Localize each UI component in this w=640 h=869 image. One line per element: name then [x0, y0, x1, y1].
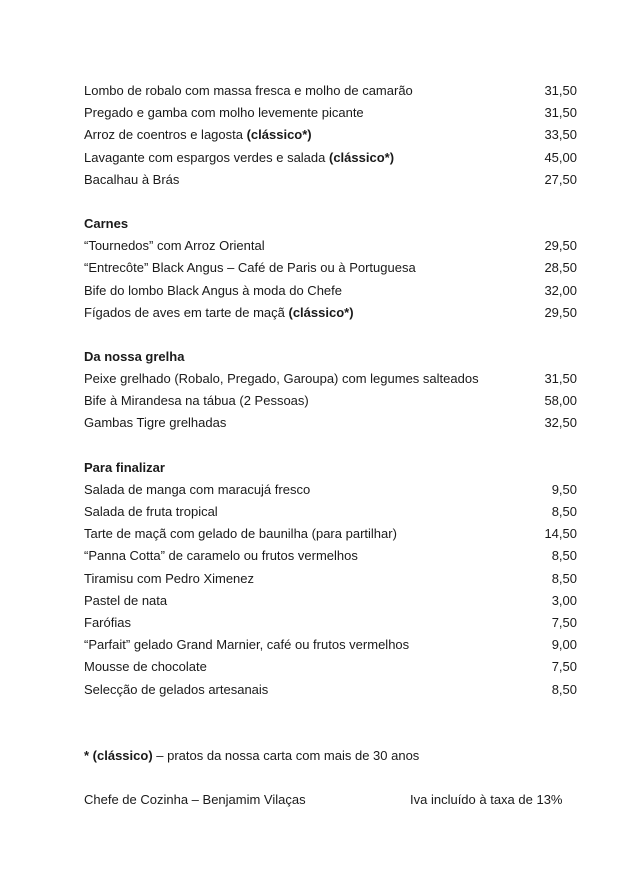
menu-item: [84, 302, 577, 324]
menu-item-price: 3,00: [551, 592, 577, 608]
section-heading-grelha: Da nossa grelha: [84, 348, 185, 364]
vat-note: Iva incluído à taxa de 13%: [410, 791, 563, 807]
menu-item-name: [84, 412, 544, 434]
menu-item-name-text: Lavagante com espargos verdes e salada: [84, 149, 329, 165]
menu-item: [84, 634, 577, 656]
menu-item-name-text: Bacalhau à Brás: [84, 171, 180, 187]
menu-item-name-text: Lombo de robalo com massa fresca e molho de camarão: [84, 83, 413, 98]
menu-item: [84, 368, 577, 390]
menu-item-name-text: Bife do lombo Black Angus à moda do Chefe: [84, 282, 342, 298]
menu-item-price: 8,50: [551, 548, 577, 564]
menu-item-name-text: “Panna Cotta” de caramelo ou frutos vermelhos: [84, 548, 358, 564]
classic-tag: (clássico*): [329, 149, 395, 165]
menu-item-price: 9,00: [551, 637, 577, 653]
menu-item: [84, 147, 577, 169]
menu-item: [84, 80, 577, 102]
menu-item: [84, 235, 577, 257]
menu-item-name-text: Peixe grelhado (Robalo, Pregado, Garoupa) com legumes salteados: [84, 371, 479, 387]
menu-item-name-text: Bife à Mirandesa na tábua (2 Pessoas): [84, 393, 309, 409]
menu-item-price: 8,50: [551, 570, 577, 586]
menu-item-name: [84, 634, 552, 656]
menu-item: [84, 169, 577, 191]
menu-item: [84, 501, 577, 523]
menu-item: [84, 656, 577, 678]
classic-tag: (clássico*): [288, 304, 354, 320]
menu-item-name-text: “Entrecôte” Black Angus – Café de Paris ou à Portuguesa: [84, 260, 416, 276]
menu-item-name: [84, 80, 544, 102]
menu-item-price: 8,50: [551, 504, 577, 519]
chef-credit: Chefe de Cozinha – Benjamim Vilaças: [84, 791, 306, 807]
classic-tag: (clássico*): [246, 127, 312, 143]
classic-note: [84, 745, 577, 767]
menu-item-name: [84, 612, 552, 634]
menu-item-name-text: “Tournedos” com Arroz Oriental: [84, 238, 265, 254]
menu-item-price: 45,00: [544, 149, 577, 165]
menu-item-price: 58,00: [544, 393, 577, 409]
menu-item: [84, 612, 577, 634]
dessert-section: [84, 479, 577, 701]
grill-section: [84, 368, 577, 435]
menu-page: [84, 80, 577, 811]
menu-item-price: 31,50: [544, 371, 577, 387]
menu-item-name-text: Tarte de maçã com gelado de baunilha (para partilhar): [84, 526, 397, 542]
menu-item-name: [84, 169, 544, 191]
menu-item-name: [84, 124, 544, 146]
menu-item: [84, 568, 577, 590]
menu-item-name: [84, 147, 544, 169]
menu-item: [84, 390, 577, 412]
menu-item-price: 29,50: [544, 238, 577, 254]
menu-item: [84, 102, 577, 124]
menu-item-price: 32,00: [544, 282, 577, 298]
menu-item-name-text: Farófias: [84, 614, 131, 630]
menu-item-price: 32,50: [544, 415, 577, 431]
menu-item-name-text: Gambas Tigre grelhadas: [84, 415, 227, 431]
meat-section: [84, 235, 577, 324]
menu-item-name-text: Selecção de gelados artesanais: [84, 681, 269, 697]
menu-item-name: [84, 523, 544, 545]
menu-item-price: 14,50: [544, 526, 577, 542]
menu-item-name: [84, 679, 552, 701]
menu-item-name: [84, 302, 544, 324]
menu-item: [84, 479, 577, 501]
menu-item-name-text: Tiramisu com Pedro Ximenez: [84, 570, 255, 586]
menu-item: [84, 545, 577, 567]
menu-item-name: [84, 257, 544, 279]
menu-item-name-text: Fígados de aves em tarte de maçã: [84, 304, 289, 320]
menu-item-name: [84, 501, 552, 523]
section-heading-finalizar: Para finalizar: [84, 459, 165, 475]
menu-item-price: 28,50: [544, 260, 577, 276]
menu-item-name: [84, 545, 552, 567]
menu-item-name: [84, 390, 544, 412]
menu-item: [84, 590, 577, 612]
menu-item: [84, 124, 577, 146]
menu-item-price: 7,50: [551, 659, 577, 675]
menu-item-name-text: “Parfait” gelado Grand Marnier, café ou frutos vermelhos: [84, 637, 410, 653]
menu-item-name-text: Salada de fruta tropical: [84, 504, 218, 519]
menu-item-price: 8,50: [551, 681, 577, 697]
menu-item-price: 29,50: [544, 304, 577, 320]
menu-item-name-text: Arroz de coentros e lagosta: [84, 127, 247, 143]
section-heading-carnes: Carnes: [84, 215, 129, 231]
menu-item-price: 27,50: [544, 171, 577, 187]
menu-item-name: [84, 102, 544, 124]
menu-item-name: [84, 479, 552, 501]
menu-item-price: 31,50: [544, 83, 577, 98]
menu-item-name-text: Pastel de nata: [84, 592, 168, 608]
menu-item-name: [84, 280, 544, 302]
fish-section: [84, 80, 577, 191]
menu-item-name-text: Mousse de chocolate: [84, 659, 207, 675]
menu-item: [84, 412, 577, 434]
menu-item: [84, 280, 577, 302]
menu-item-price: 31,50: [544, 105, 577, 121]
menu-item-name: [84, 368, 544, 390]
menu-item-price: 33,50: [544, 127, 577, 143]
menu-item-name-text: Salada de manga com maracujá fresco: [84, 481, 311, 497]
classic-note-marker: * (clássico): [84, 747, 153, 763]
menu-item-name: [84, 568, 552, 590]
footer: [84, 789, 577, 811]
classic-note-text: – pratos da nossa carta com mais de 30 anos: [152, 747, 420, 763]
menu-item: [84, 523, 577, 545]
menu-item-name: [84, 656, 552, 678]
menu-item-price: 9,50: [551, 481, 577, 497]
menu-item: [84, 257, 577, 279]
menu-item: [84, 679, 577, 701]
menu-item-name: [84, 235, 544, 257]
menu-item-price: 7,50: [551, 614, 577, 630]
menu-item-name-text: Pregado e gamba com molho levemente picante: [84, 105, 364, 121]
menu-item-name: [84, 590, 552, 612]
